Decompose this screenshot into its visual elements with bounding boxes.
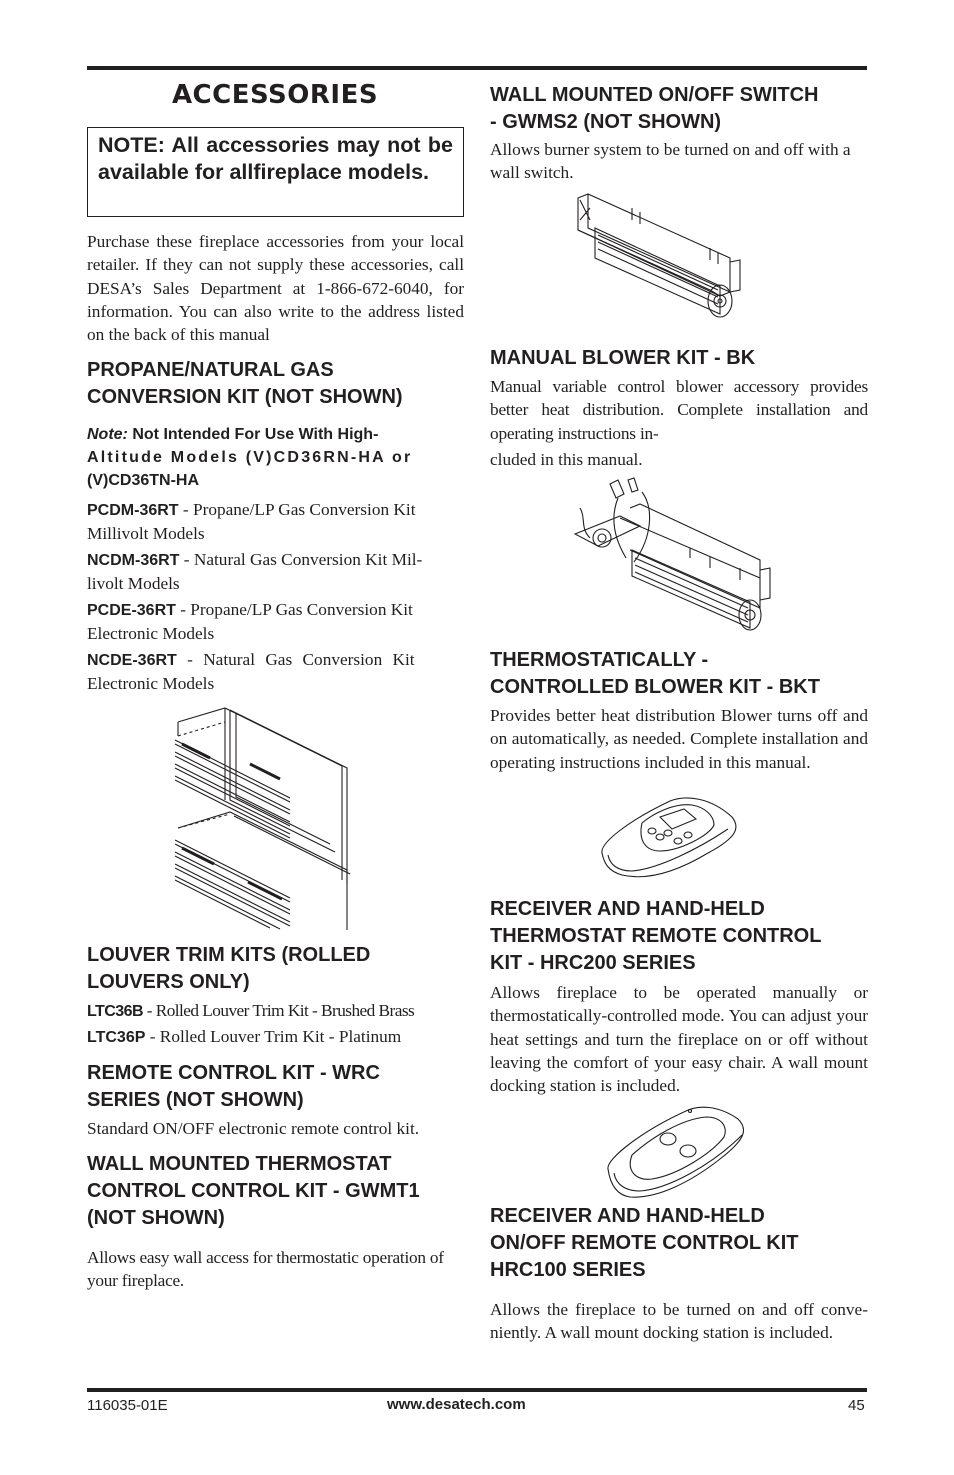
heading-line: REMOTE CONTROL KIT - WRC: [87, 1062, 380, 1084]
high-altitude-note: [87, 423, 464, 492]
blower-kit-illustration: [570, 478, 780, 638]
website-link[interactable]: www.desatech.com: [387, 1396, 526, 1413]
louver-trim-heading: [87, 942, 464, 996]
conversion-kit-heading: [87, 357, 464, 411]
kit-line: [87, 548, 464, 572]
intro-paragraph: Purchase these fireplace accessories from your local retailer. If they can not supply these accessories, call DESA’s Sales Department at 1-866-672-6040, for information. You can also write to the address listed on the back of this manual: [87, 232, 464, 345]
kit-desc: - Rolled Louver Trim Kit - Platinum: [145, 1027, 402, 1047]
bk-description: Manual variable control blower accessory provides better heat distribution. Complete installation and operating instructions in-: [490, 377, 868, 443]
kit-code: LTC36B: [87, 1003, 143, 1020]
availability-note: NOTE: All accessories may not be available for allfireplace models.: [98, 133, 453, 184]
kit-line: [87, 648, 464, 672]
heading-line: - GWMS2 (NOT SHOWN): [490, 111, 722, 133]
bkt-heading: [490, 647, 868, 701]
heading-line: SERIES (NOT SHOWN): [87, 1089, 304, 1111]
note-line: (V)CD36TN-HA: [87, 472, 199, 489]
page-title: ACCESSORIES: [171, 80, 379, 110]
blower-illustration: [570, 190, 750, 325]
note-line: Altitude Models (V)CD36RN-HA or: [87, 449, 413, 466]
louver-item: [87, 1025, 464, 1049]
thermostat-remote-illustration: [598, 795, 740, 880]
kit-code: LTC36P: [87, 1029, 146, 1047]
note-line: [87, 423, 464, 446]
heading-line: CONVERSION KIT (NOT SHOWN): [87, 386, 403, 408]
onoff-remote-illustration: [602, 1103, 750, 1203]
kit-item: [87, 498, 464, 548]
kit-desc: - Rolled Louver Trim Kit - Brushed Brass: [142, 1001, 415, 1020]
heading-line: RECEIVER AND HAND-HELD: [490, 1205, 765, 1227]
heading-line: LOUVER TRIM KITS (ROLLED: [87, 944, 371, 966]
heading-line: KIT - HRC200 SERIES: [490, 952, 696, 974]
heading-line: CONTROL CONTROL KIT - GWMT1: [87, 1180, 420, 1202]
kit-line: [87, 498, 464, 522]
note-text: Not Intended For Use With High-: [127, 426, 379, 443]
kit-desc: - Propane/LP Gas Conversion Kit: [175, 600, 413, 619]
kit-desc: - Propane/LP Gas Conversion Kit: [178, 500, 416, 519]
kit-line: Electronic Models: [87, 624, 215, 644]
availability-note-box: [87, 127, 464, 217]
heading-line: LOUVERS ONLY): [87, 971, 250, 993]
heading-line: THERMOSTAT REMOTE CONTROL: [490, 925, 822, 947]
gwms2-heading: [490, 82, 868, 136]
gwms2-description: Allows burner system to be turned on and off with a wall switch.: [490, 140, 851, 183]
heading-line: MANUAL BLOWER KIT - BK: [490, 347, 756, 369]
kit-line: Electronic Models: [87, 674, 215, 694]
heading-line: THERMOSTATICALLY -: [490, 649, 709, 671]
kit-code: PCDE-36RT: [87, 602, 176, 619]
hrc200-heading: [490, 896, 868, 977]
page-number: 45: [848, 1397, 865, 1414]
louver-trim-list: [87, 999, 464, 1050]
louver-trim-illustration: [170, 700, 355, 935]
bk-heading: [490, 345, 868, 372]
louver-lower-slats: [175, 840, 290, 929]
conversion-kit-list: [87, 498, 464, 698]
hrc100-heading: [490, 1203, 868, 1284]
bkt-description: Provides better heat distribution Blower turns off and on automatically, as needed. Complete installation and operating instructions included in this manual.: [490, 706, 868, 772]
wrc-description: Standard ON/OFF electronic remote control kit.: [87, 1119, 420, 1138]
kit-line: Millivolt Models: [87, 524, 205, 544]
kit-desc: - Natural Gas Conversion Kit Mil-: [179, 550, 423, 569]
kit-code: PCDM-36RT: [87, 502, 179, 519]
hrc200-description: Allows fireplace to be operated manually or thermostatically-controlled mode. You can adjust your heat settings and turn the fireplace on or off without leaving the comfort of your easy chair. A wall mount docking station is included.: [490, 983, 868, 1096]
heading-line: WALL MOUNTED ON/OFF SWITCH: [490, 84, 819, 106]
wrc-heading: [87, 1060, 464, 1114]
heading-line: PROPANE/NATURAL GAS: [87, 359, 334, 381]
gwmt1-description: Allows easy wall access for thermostatic operation of your fireplace.: [87, 1248, 444, 1291]
heading-line: RECEIVER AND HAND-HELD: [490, 898, 765, 920]
heading-line: WALL MOUNTED THERMOSTAT: [87, 1153, 392, 1175]
louver-item: [87, 999, 464, 1023]
kit-item: [87, 548, 464, 598]
heading-line: (NOT SHOWN): [87, 1207, 225, 1229]
kit-line: livolt Models: [87, 574, 180, 594]
note-label: Note:: [87, 426, 128, 443]
heading-line: ON/OFF REMOTE CONTROL KIT: [490, 1232, 799, 1254]
kit-code: NCDE-36RT: [87, 652, 177, 669]
kit-item: [87, 648, 464, 698]
bk-description-continued: cluded in this manual.: [490, 450, 643, 469]
hrc100-description: Allows the fireplace to be turned on and off conve-niently. A wall mount docking station is included.: [490, 1300, 868, 1343]
doc-number: 116035-01E: [87, 1397, 168, 1414]
kit-line: [87, 598, 464, 622]
top-rule: [87, 66, 867, 70]
kit-desc: - Natural Gas Conversion Kit: [176, 650, 415, 669]
heading-line: HRC100 SERIES: [490, 1259, 646, 1281]
kit-item: [87, 598, 464, 648]
gwmt1-heading: [87, 1151, 464, 1232]
heading-line: CONTROLLED BLOWER KIT - BKT: [490, 676, 820, 698]
kit-code: NCDM-36RT: [87, 552, 180, 569]
footer-rule: [87, 1388, 867, 1392]
